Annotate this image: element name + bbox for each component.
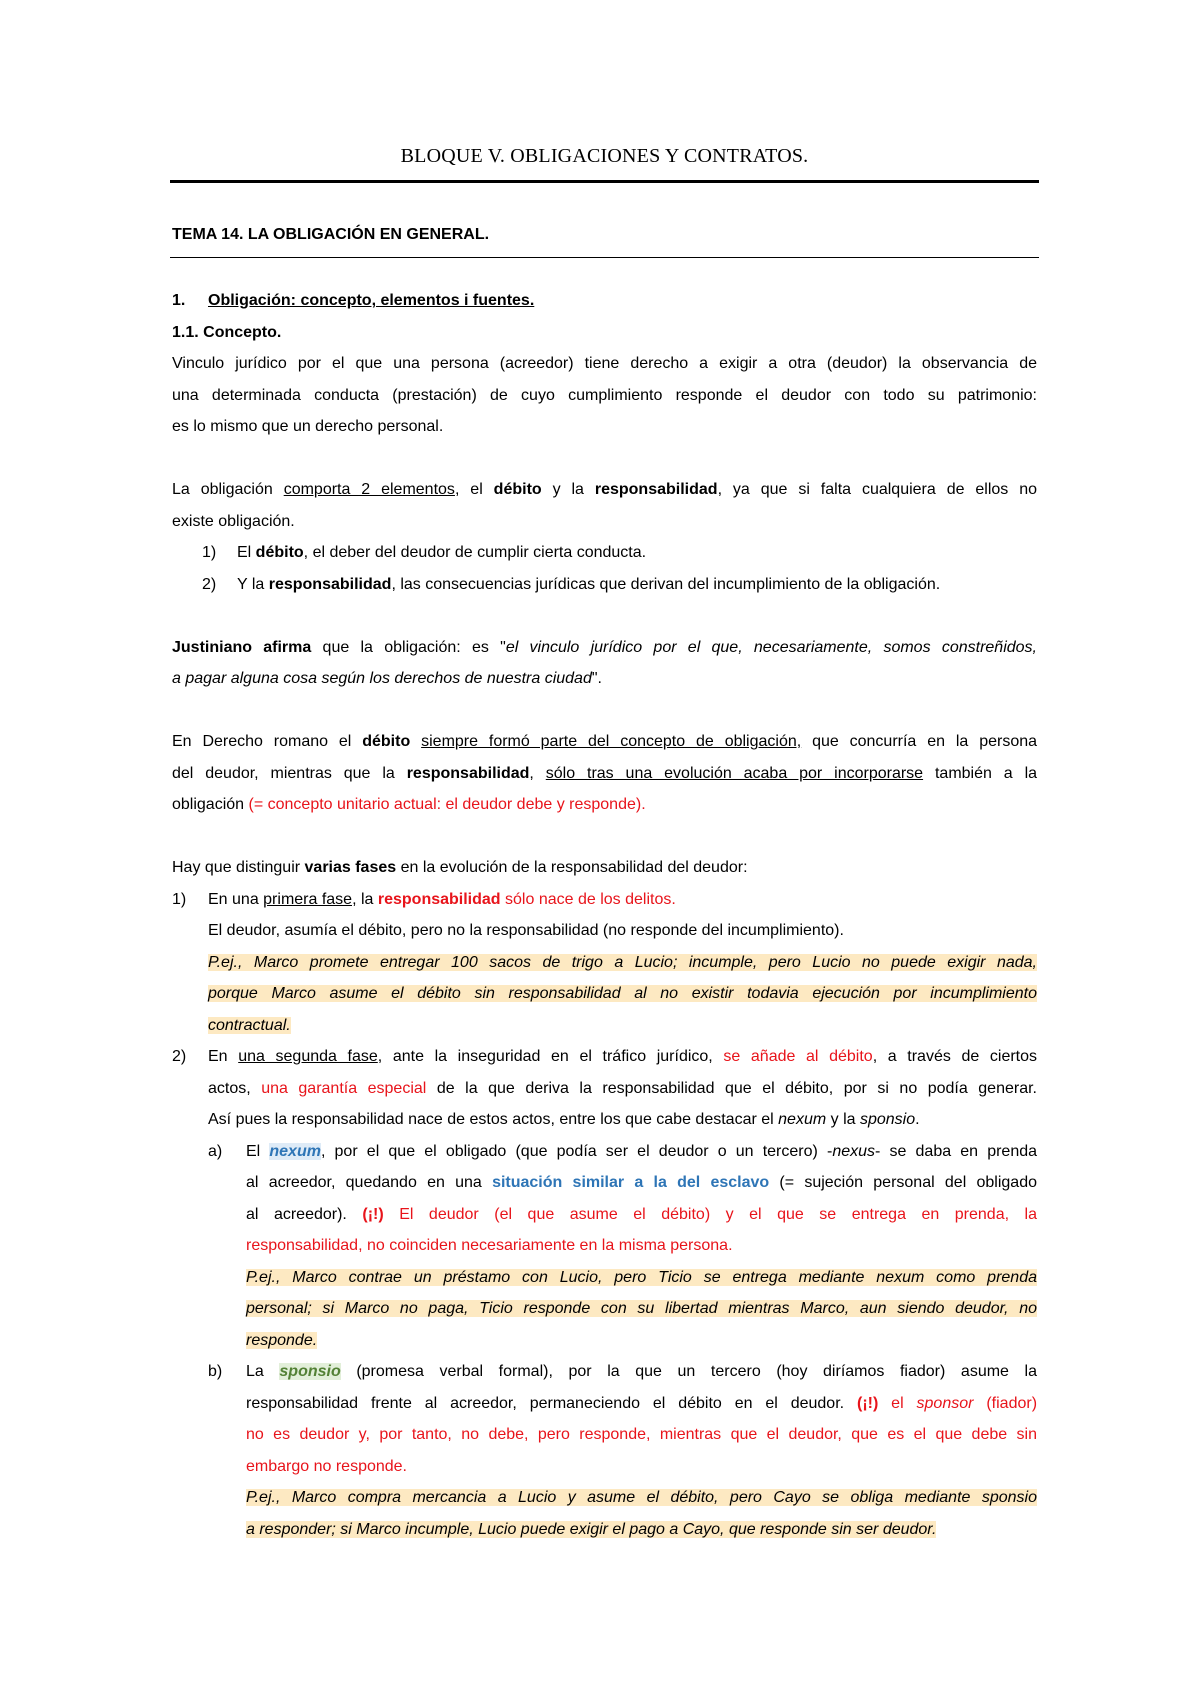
tema-divider	[170, 257, 1039, 258]
sponsio-line-3: no es deudor y, por tanto, no debe, pero responde, mientras que el deudor, que es el que debe sin	[246, 1426, 1037, 1443]
concepto-line-1: Vinculo jurídico por el que una persona (acreedor) tiene derecho a exigir a otra (deudor) la observancia de	[172, 355, 1037, 372]
section-title: Obligación: concepto, elementos i fuentes.	[208, 292, 535, 309]
document-body	[172, 285, 1037, 1545]
list-item: 1) El débito, el deber del deudor de cumplir cierta conducta.	[202, 544, 647, 561]
derecho-romano-line-2: del deudor, mientras que la responsabilidad, sólo tras una evolución acaba por incorporarse también a la	[172, 764, 1038, 782]
nexum-example-line-2: personal; si Marco no paga, Ticio responde con su libertad mientras Marco, aun siendo deudor, no	[246, 1300, 1037, 1317]
fase-1-example: P.ej., Marco promete entregar 100 sacos de trigo a Lucio; incumple, pero Lucio no puede exigir nada,	[208, 953, 1037, 971]
concepto-line-2: una determinada conducta (prestación) de cuyo cumplimiento responde el deudor con todo su patrimonio:	[172, 386, 1037, 404]
sponsio-line-4: embargo no responde.	[246, 1457, 407, 1475]
concepto-line-3: es lo mismo que un derecho personal.	[172, 418, 444, 435]
block-title: BLOQUE V. OBLIGACIONES Y CONTRATOS.	[400, 145, 809, 167]
nexum-line-3: al acreedor). (¡!) El deudor (el que asume el débito) y el que se entrega en prenda, la	[246, 1205, 1038, 1223]
derecho-romano-paragraph: En Derecho romano el débito siempre formó parte del concepto de obligación, que concurría en la persona	[172, 733, 1038, 750]
subsection-heading: 1.1. Concepto.	[172, 323, 282, 341]
list-item: 2) Y la responsabilidad, las consecuencias jurídicas que derivan del incumplimiento de la obligación.	[202, 575, 941, 593]
nexum-example-line-3: responde.	[246, 1331, 318, 1349]
nexum-item: a) El nexum, por el que el obligado (que podía ser el deudor o un tercero) -nexus- se daba en prenda	[208, 1142, 1038, 1160]
justiniano-quote-line-2: a pagar alguna cosa según los derechos de nuestra ciudad".	[172, 670, 602, 687]
fase-2-line-2: actos, una garantía especial de la que deriva la responsabilidad que el débito, por si no podía generar.	[208, 1079, 1037, 1097]
sponsio-item: b) La sponsio (promesa verbal formal), por la que un tercero (hoy diríamos fiador) asume la	[208, 1363, 1037, 1380]
sponsio-example: P.ej., Marco compra mercancia a Lucio y asume el débito, pero Cayo se obliga mediante sponsio	[246, 1489, 1037, 1506]
derecho-romano-line-3: obligación (= concepto unitario actual: el deudor debe y responde).	[172, 796, 646, 813]
sponsio-example-line-2: a responder; si Marco incumple, Lucio puede exigir el pago a Cayo, que responde sin ser deudor.	[246, 1520, 937, 1538]
elementos-line-2: existe obligación.	[172, 512, 295, 530]
fase-1-example-line-2: porque Marco asume el débito sin responsabilidad al no existir todavia ejecución por incumplimiento	[208, 985, 1037, 1002]
fase-1: 1) En una primera fase, la responsabilidad sólo nace de los delitos.	[172, 890, 676, 908]
nexum-line-2: al acreedor, quedando en una situación similar a la del esclavo (= sujeción personal del obligado	[246, 1174, 1037, 1191]
sponsio-line-2: responsabilidad frente al acreedor, permaneciendo el débito en el deudor. (¡!) el sponsor (fiador)	[246, 1394, 1038, 1412]
tema-heading: TEMA 14. LA OBLIGACIÓN EN GENERAL.	[172, 226, 490, 243]
section-number: 1.	[172, 292, 186, 309]
nexum-line-4: responsabilidad, no coinciden necesariamente en la misma persona.	[246, 1237, 733, 1254]
section-1-heading	[172, 285, 1037, 317]
fase-2-line-3: Así pues la responsabilidad nace de estos actos, entre los que cabe destacar el nexum y la sponsio.	[208, 1111, 920, 1128]
fase-2: 2) En una segunda fase, ante la inseguridad en el tráfico jurídico, se añade al débito, a través de ciertos	[172, 1048, 1038, 1065]
title-divider	[170, 180, 1039, 183]
nexum-example: P.ej., Marco contrae un préstamo con Lucio, pero Ticio se entrega mediante nexum como prenda	[246, 1268, 1037, 1286]
fase-1-line-2: El deudor, asumía el débito, pero no la responsabilidad (no responde del incumplimiento).	[208, 922, 844, 939]
fase-1-example-line-3: contractual.	[208, 1016, 291, 1034]
elementos-paragraph: La obligación comporta 2 elementos, el débito y la responsabilidad, ya que si falta cualquiera de ellos no	[172, 481, 1038, 498]
justiniano-quote: Justiniano afirma que la obligación: es "el vinculo jurídico por el que, necesariamente, somos constreñidos,	[172, 638, 1037, 656]
fases-intro: Hay que distinguir varias fases en la evolución de la responsabilidad del deudor:	[172, 859, 748, 876]
